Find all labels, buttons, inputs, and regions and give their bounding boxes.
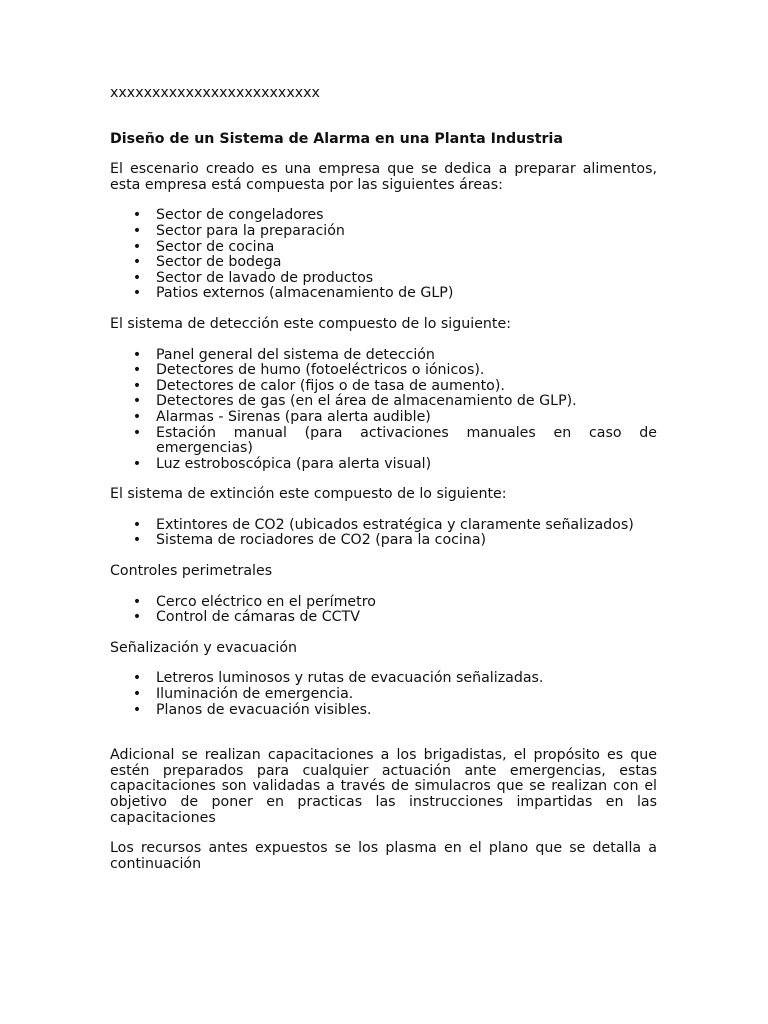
list-item: • Detectores de gas (en el área de almacenamiento de GLP). <box>132 393 577 410</box>
spacer <box>110 733 657 748</box>
list-item: • Sector de congeladores <box>132 207 324 224</box>
bullet-icon: • <box>132 532 142 549</box>
bullet-icon: • <box>132 285 142 302</box>
list-item: • Alarmas - Sirenas (para alerta audible) <box>132 408 431 425</box>
list-item: • Estación manual (para activaciones manuales en caso de emergencias) <box>132 424 657 457</box>
intro-paragraph: El escenario creado es una empresa que se dedica a preparar alimentos, esta empresa está compuesta por las siguientes áreas: <box>110 161 657 193</box>
list-item: • Sector para la preparación <box>132 222 345 239</box>
list-item: • Extintores de CO2 (ubicados estratégica y claramente señalizados) <box>132 516 634 533</box>
bullet-icon: • <box>132 222 142 239</box>
list-item: • Planos de evacuación visibles. <box>132 701 372 718</box>
document-title: Diseño de un Sistema de Alarma en una Planta Industria <box>110 130 563 147</box>
bullet-icon: • <box>132 362 142 379</box>
extinction-list <box>110 518 657 549</box>
document-page <box>110 86 657 872</box>
bullet-icon: • <box>132 393 142 410</box>
bullet-icon: • <box>132 238 142 255</box>
document-code: xxxxxxxxxxxxxxxxxxxxxxxxx <box>110 85 320 101</box>
list-item: • Detectores de calor (fijos o de tasa de aumento). <box>132 377 505 394</box>
list-item: • Sector de bodega <box>132 254 282 271</box>
bullet-icon: • <box>132 269 142 286</box>
detection-list <box>110 348 657 473</box>
perimeter-heading: Controles perimetrales <box>110 563 273 580</box>
areas-list <box>110 208 657 302</box>
bullet-icon: • <box>132 424 142 441</box>
extinction-heading: El sistema de extinción este compuesto de lo siguiente: <box>110 486 507 503</box>
bullet-icon: • <box>132 609 142 626</box>
signage-heading: Señalización y evacuación <box>110 639 297 656</box>
bullet-icon: • <box>132 701 142 718</box>
bullet-icon: • <box>132 207 142 224</box>
list-item: • Luz estroboscópica (para alerta visual) <box>132 455 432 472</box>
bullet-icon: • <box>132 516 142 533</box>
bullet-icon: • <box>132 408 142 425</box>
list-item: • Patios externos (almacenamiento de GLP) <box>132 285 454 302</box>
detection-heading: El sistema de detección este compuesto de lo siguiente: <box>110 315 511 332</box>
list-item: • Sistema de rociadores de CO2 (para la cocina) <box>132 532 487 549</box>
bullet-icon: • <box>132 254 142 271</box>
closing-paragraph: Los recursos antes expuestos se los plasma en el plano que se detalla a continuación <box>110 840 657 872</box>
signage-list <box>110 671 657 718</box>
list-item: • Letreros luminosos y rutas de evacuación señalizadas. <box>132 670 544 687</box>
bullet-icon: • <box>132 346 142 363</box>
bullet-icon: • <box>132 686 142 703</box>
training-paragraph: Adicional se realizan capacitaciones a los brigadistas, el propósito es que estén preparados para cualquier actuación ante emergencias, estas capacitaciones son validadas a través de simulacros que se realizan con el objetivo de poner en practicas las instrucciones impartidas en las capacitaciones <box>110 747 657 826</box>
list-item: • Control de cámaras de CCTV <box>132 609 360 626</box>
bullet-icon: • <box>132 670 142 687</box>
perimeter-list <box>110 595 657 626</box>
bullet-icon: • <box>132 455 142 472</box>
list-item: • Sector de cocina <box>132 238 275 255</box>
list-item: • Cerco eléctrico en el perímetro <box>132 593 376 610</box>
list-item: • Sector de lavado de productos <box>132 269 374 286</box>
bullet-icon: • <box>132 593 142 610</box>
bullet-icon: • <box>132 377 142 394</box>
list-item: • Panel general del sistema de detección <box>132 346 435 363</box>
list-item: • Iluminación de emergencia. <box>132 686 354 703</box>
list-item: • Detectores de humo (fotoeléctricos o iónicos). <box>132 362 485 379</box>
